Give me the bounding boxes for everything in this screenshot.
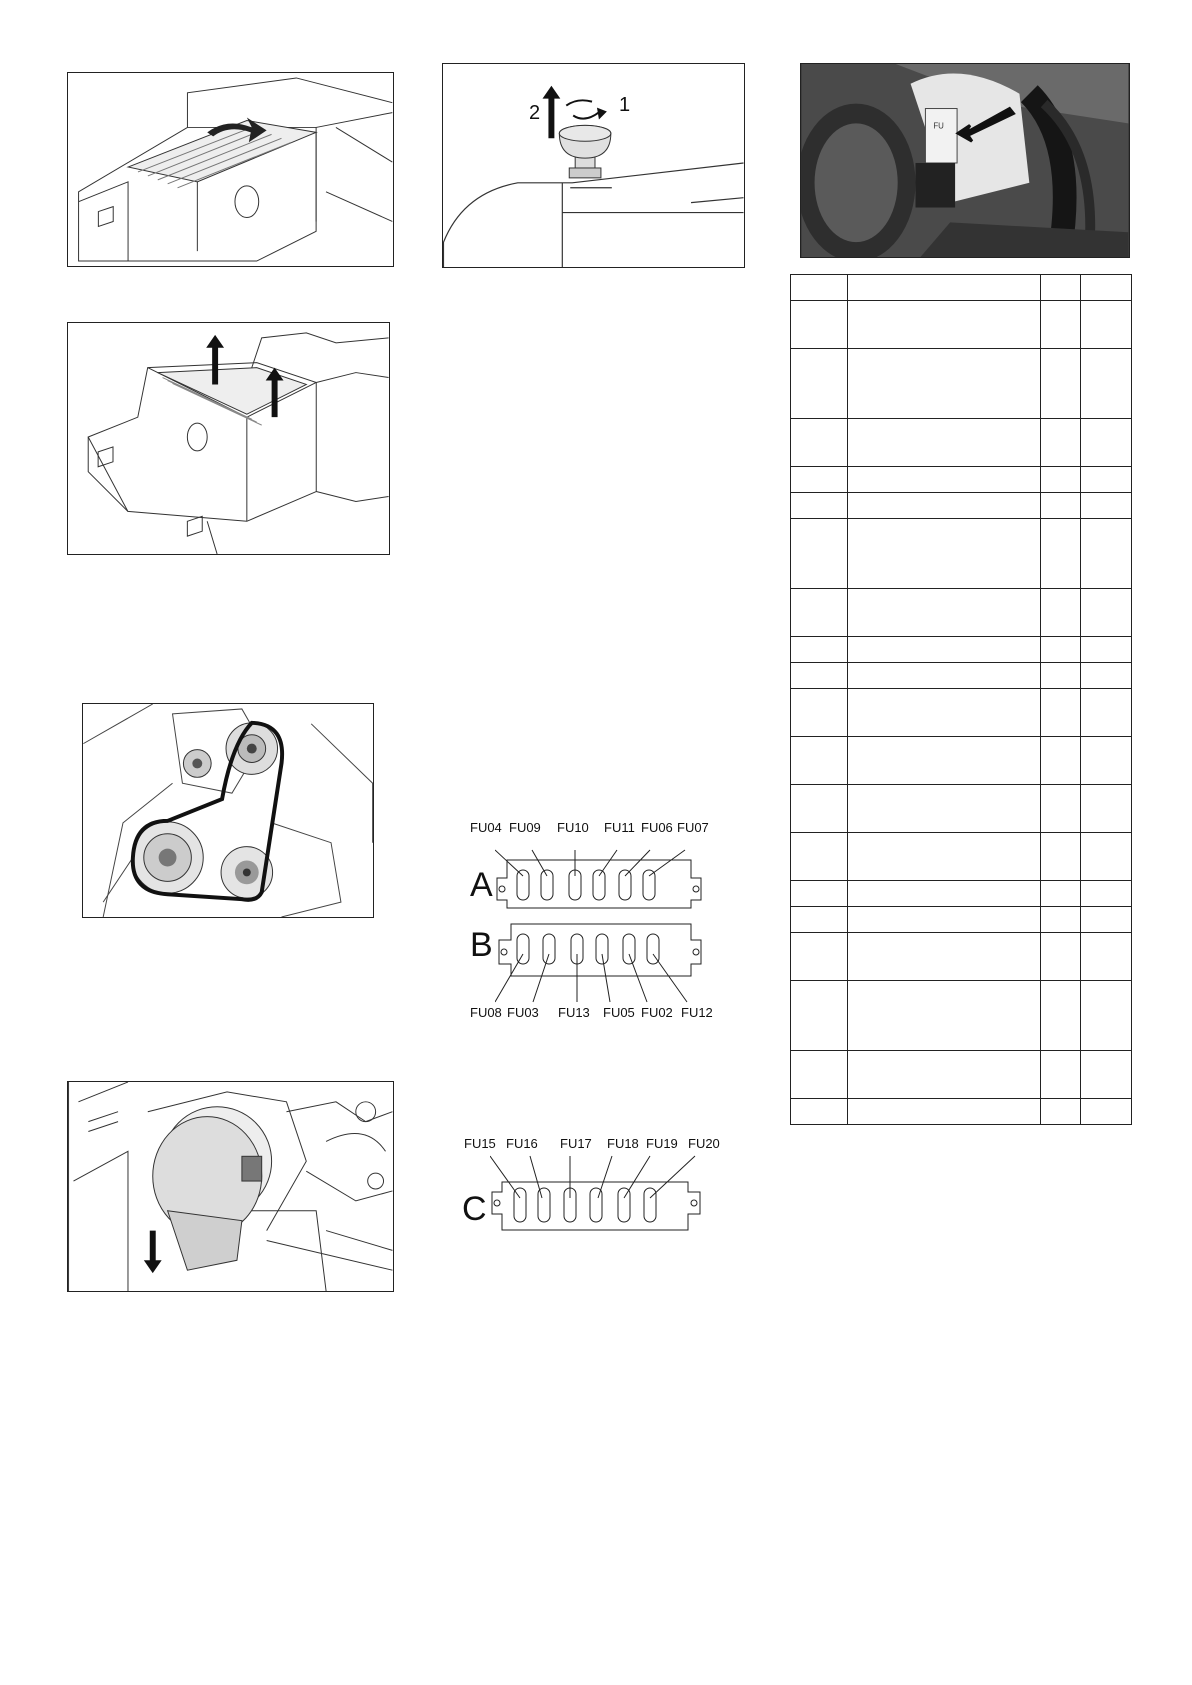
pulley-removal-illustration — [68, 1082, 393, 1291]
table-row — [791, 1051, 1132, 1099]
fuse-label: FU11 — [604, 820, 635, 835]
lid-open-illustration — [68, 73, 393, 266]
table-row — [791, 467, 1132, 493]
table-row — [791, 689, 1132, 737]
fuse-label: FU15 — [464, 1136, 496, 1151]
fuse-block-letter-c: C — [462, 1190, 487, 1228]
fuse-label: FU20 — [688, 1136, 720, 1151]
step-number-1: 1 — [619, 94, 631, 116]
table-row — [791, 981, 1132, 1051]
table-row — [791, 589, 1132, 637]
figure-pulley-removal — [67, 1081, 394, 1292]
fuse-slots-a — [517, 870, 655, 900]
tensioner-icon — [183, 750, 211, 778]
table-row — [791, 833, 1132, 881]
fuse-label: FU13 — [558, 1005, 590, 1020]
figure-cap-removal — [442, 63, 745, 268]
fuse-table — [790, 274, 1132, 1125]
arrow-up-icon — [543, 86, 561, 138]
figure-fuse-photo — [800, 63, 1130, 258]
table-row — [791, 663, 1132, 689]
cap-removal-illustration — [443, 64, 744, 267]
table-row — [791, 493, 1132, 519]
fuse-label: FU06 — [641, 820, 673, 835]
fuse-block-letter-b: B — [470, 926, 493, 964]
fuse-label: FU08 — [470, 1005, 502, 1020]
cap-icon — [559, 125, 610, 177]
table-row — [791, 519, 1132, 589]
fuse-block-ab-drawing — [495, 836, 715, 1016]
fuse-label: FU16 — [506, 1136, 538, 1151]
compressor-pulley-icon — [153, 1107, 272, 1270]
table-row — [791, 907, 1132, 933]
fuse-label: FU19 — [646, 1136, 678, 1151]
figure-belt-drive — [82, 703, 374, 918]
table-row — [791, 737, 1132, 785]
fuse-block-letter-a: A — [470, 866, 493, 904]
table-row — [791, 275, 1132, 301]
step-number-2: 2 — [529, 102, 541, 124]
table-row — [791, 933, 1132, 981]
rotate-arrow-icon — [573, 112, 600, 119]
fuse-label: FU12 — [681, 1005, 713, 1020]
table-row — [791, 785, 1132, 833]
figure-filter-lift — [67, 322, 390, 555]
engine-bay-photo — [801, 64, 1129, 257]
belt-drive-illustration — [83, 704, 373, 917]
fuse-label: FU04 — [470, 820, 502, 835]
fuse-slots-c — [514, 1188, 656, 1222]
fuse-label: FU02 — [641, 1005, 673, 1020]
fuse-label: FU09 — [509, 820, 541, 835]
table-row — [791, 1099, 1132, 1125]
table-row — [791, 419, 1132, 467]
table-row — [791, 637, 1132, 663]
arrow-down-icon — [144, 1231, 162, 1274]
fuse-label: FU17 — [560, 1136, 592, 1151]
fuse-label: FU10 — [557, 820, 589, 835]
fuse-slots-b — [517, 934, 659, 964]
figure-lid-open — [67, 72, 394, 267]
table-row — [791, 301, 1132, 349]
table-row — [791, 349, 1132, 419]
fuse-label: FU07 — [677, 820, 709, 835]
filter-lift-illustration — [68, 323, 389, 554]
fuse-block-c-drawing — [490, 1152, 715, 1232]
alternator-icon — [226, 723, 278, 775]
svg-text:FU: FU — [933, 121, 944, 131]
fuse-label: FU03 — [507, 1005, 539, 1020]
table-row — [791, 881, 1132, 907]
fuse-label: FU18 — [607, 1136, 639, 1151]
fuse-label: FU05 — [603, 1005, 635, 1020]
